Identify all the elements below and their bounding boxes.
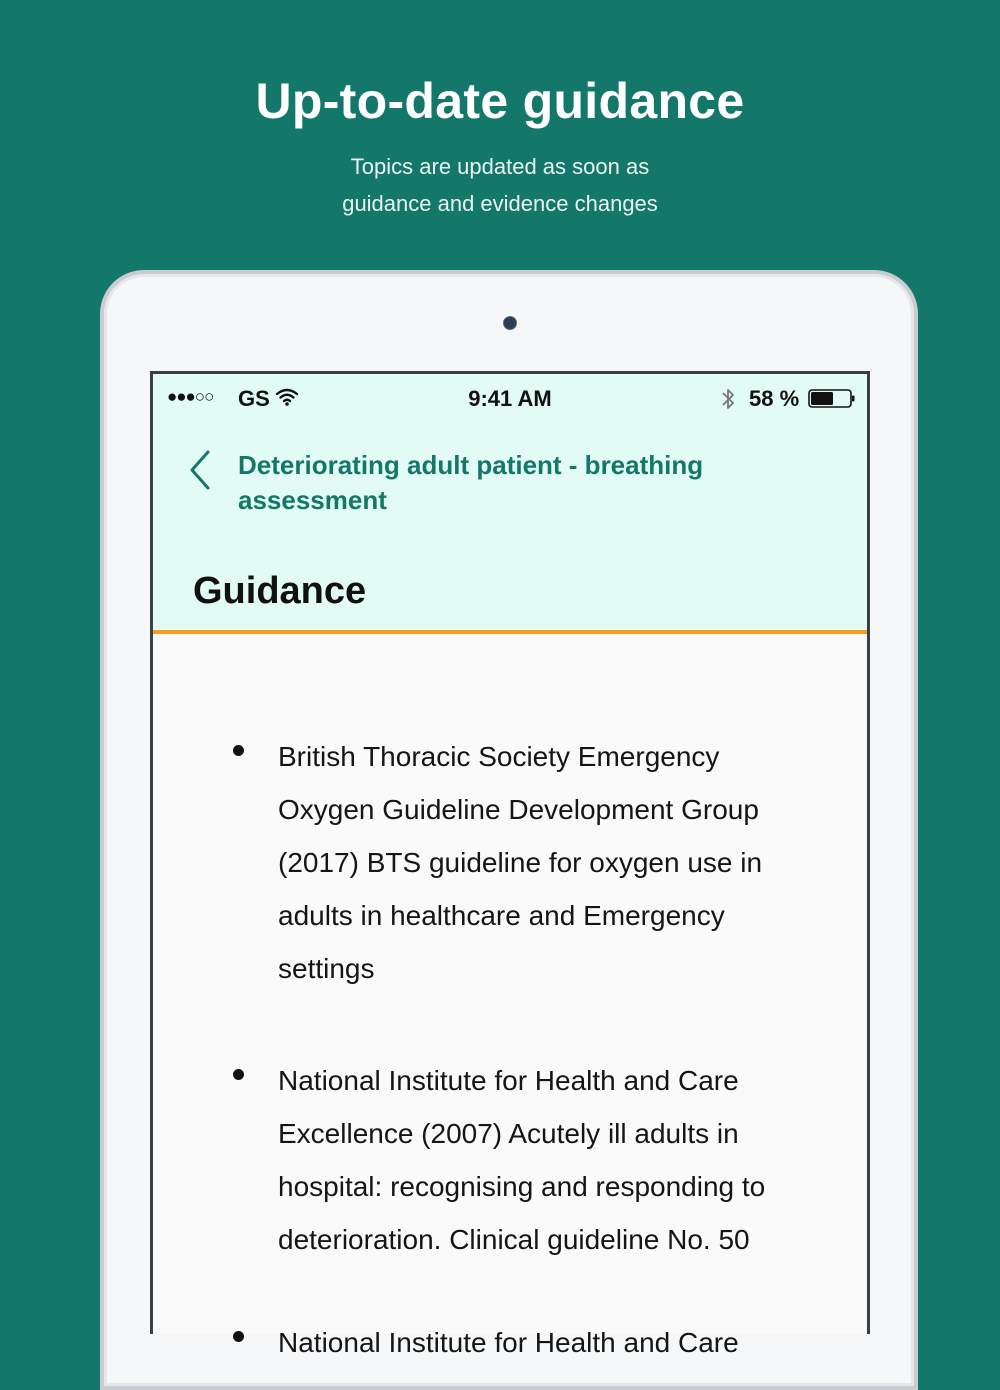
carrier-name: GS — [238, 386, 270, 411]
reference-text: British Thoracic Society Emergency Oxygen Guideline Development Group (2017) BTS guideline for oxygen use in adults in healthcare and Emergency settings — [278, 741, 763, 984]
bluetooth-icon — [719, 386, 737, 418]
chevron-left-icon — [187, 448, 213, 492]
reference-text: National Institute for Health and Care Excellence (2007) Acutely ill adults in hospital: recognising and responding to deterioration. Clinical guideline No. 50 — [278, 1065, 766, 1255]
status-clock: 9:41 AM — [468, 386, 552, 411]
promo-headline: Up-to-date guidance — [255, 73, 745, 129]
back-button[interactable] — [187, 448, 213, 497]
page-title: Deteriorating adult patient - breathing assessment — [238, 450, 704, 515]
section-heading: Guidance — [193, 570, 367, 612]
signal-strength-indicator: ●●●○○ — [167, 387, 214, 406]
promo-subline-1: Topics are updated as soon as — [350, 154, 650, 179]
bullet-icon — [233, 745, 244, 756]
device-screen — [150, 371, 870, 1358]
promo-subline-2: guidance and evidence changes — [342, 191, 658, 216]
bullet-icon — [233, 1069, 244, 1080]
battery-icon — [808, 388, 856, 416]
reference-text: National Institute for Health and Care — [278, 1327, 739, 1358]
camera-icon — [504, 317, 516, 329]
app-header — [153, 374, 867, 634]
status-bar — [153, 374, 867, 424]
battery-percentage: 58 % — [749, 386, 800, 411]
bullet-icon — [233, 1331, 244, 1342]
